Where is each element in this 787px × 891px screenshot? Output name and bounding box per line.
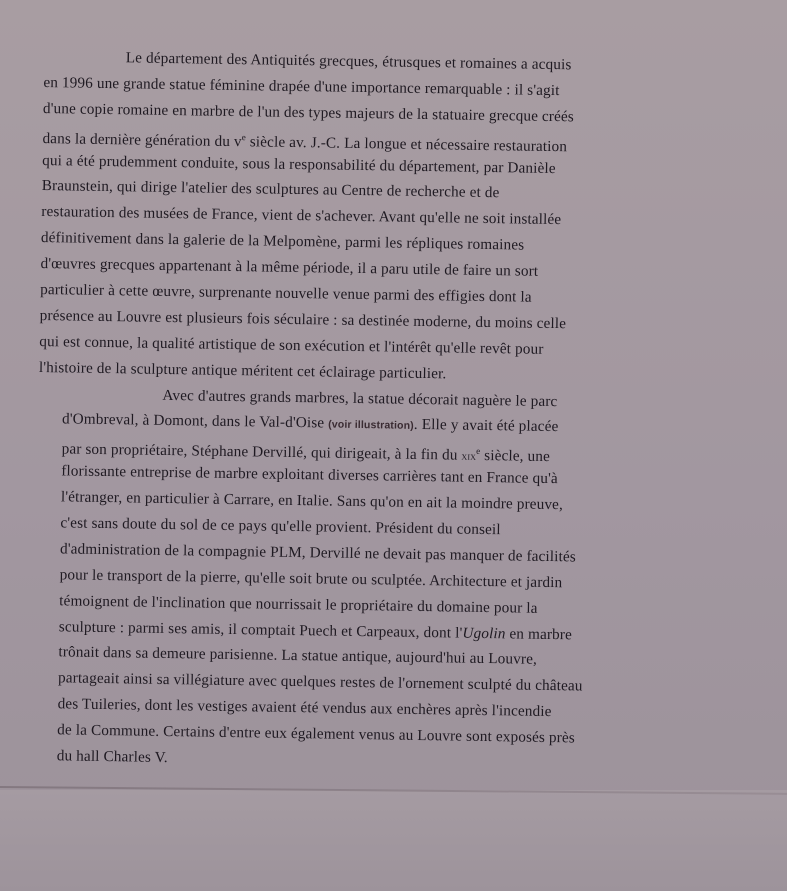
text-fragment: en marbre	[505, 624, 573, 643]
text-line: d'œuvres grecques appartenant à la même période, il a paru utile de faire un sort	[40, 255, 539, 280]
body-text	[33, 44, 704, 779]
text-line: partageait ainsi sa villégiature avec quelques restes de l'ornement sculpté du château	[57, 669, 583, 695]
text-line: trônait dans sa demeure parisienne. La statue antique, aujourd'hui au Louvre,	[58, 643, 538, 669]
text-line: définitivement dans la galerie de la Melpomène, parmi les répliques romaines	[40, 229, 525, 254]
text-line: de la Commune. Certains d'entre eux également venus au Louvre sont exposés près	[57, 721, 576, 747]
text-line: l'histoire de la sculpture antique méritent cet éclairage particulier.	[38, 358, 447, 383]
text-line: d'une copie romaine en marbre de l'un des types majeurs de la statuaire grecque créés	[42, 99, 575, 126]
illustration-reference: (voir illustration)	[328, 418, 414, 433]
text-line: restauration des musées de France, vient de s'achever. Avant qu'elle ne soit installée	[41, 203, 562, 229]
lower-page-area	[0, 790, 787, 891]
text-line: témoignent de l'inclination que nourrissait le propriétaire du domaine pour la	[59, 592, 538, 617]
italic-title: Ugolin	[462, 624, 506, 642]
text-fragment: siècle, une	[480, 447, 551, 466]
text-line: l'étranger, en particulier à Carrare, en Italie. Sans qu'on en ait la moindre preuve,	[60, 488, 564, 514]
text-line: des Tuileries, dont les vestiges avaient été vendus aux enchères après l'incendie	[57, 695, 552, 721]
century-numeral: xix	[461, 449, 477, 464]
superscript: e	[241, 131, 247, 142]
text-line: c'est sans doute du sol de ce pays qu'elle provient. Président du conseil	[60, 514, 501, 539]
text-line: en 1996 une grande statue féminine drapée d'une importance remarquable : il s'agit	[43, 73, 560, 99]
text-line: Braunstein, qui dirige l'atelier des sculptures au Centre de recherche et de	[41, 177, 500, 202]
text-fragment: . Elle y avait été placée	[413, 416, 559, 436]
text-line: pour le transport de la pierre, qu'elle soit brute ou sculptée. Architecture et jardin	[59, 566, 563, 592]
text-line: du hall Charles V.	[56, 747, 168, 767]
text-line: particulier à cette œuvre, surprenante nouvelle venue parmi des effigies dont la	[40, 280, 532, 306]
text-fragment: siècle av. J.-C. La longue et nécessaire restauration	[245, 132, 568, 155]
superscript: e	[476, 446, 481, 457]
text-line: qui a été prudemment conduite, sous la responsabilité du département, par Danièle	[42, 151, 556, 177]
text-fragment: dans la dernière génération du v	[42, 129, 242, 150]
paragraph-1	[39, 44, 704, 391]
text-line: Le département des Antiquités grecques, étrusques et romaines a acquis	[125, 49, 572, 74]
text-line: florissante entreprise de marbre exploitant diverses carrières tant en France qu'à	[61, 462, 558, 488]
text-line: d'administration de la compagnie PLM, Dervillé ne devait pas manquer de facilités	[59, 540, 577, 566]
text-fragment: par son propriétaire, Stéphane Dervillé, qui dirigeait, à la fin du	[61, 440, 462, 465]
text-fragment: d'Ombreval, à Domont, dans le Val-d'Oise	[61, 410, 329, 432]
text-line: qui est connue, la qualité artistique de son exécution et l'intérêt qu'elle revêt pour	[39, 332, 544, 358]
text-line: présence au Louvre est plusieurs fois séculaire : sa destinée moderne, du moins celle	[39, 306, 567, 333]
paragraph-2	[33, 381, 699, 780]
text-line: Avec d'autres grands marbres, la statue décorait naguère le parc	[162, 386, 558, 410]
text-fragment: sculpture : parmi ses amis, il comptait Puech et Carpeaux, dont l'	[58, 617, 463, 642]
